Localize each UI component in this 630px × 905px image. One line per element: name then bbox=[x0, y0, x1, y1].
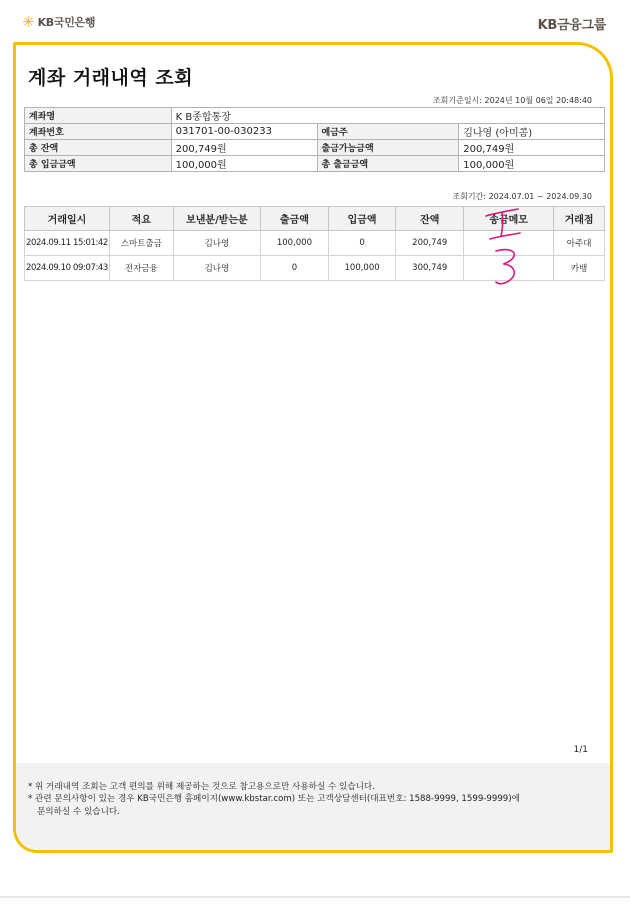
account-number-value: 031701-00-030233 bbox=[171, 124, 317, 140]
column-header: 출금액 bbox=[261, 207, 329, 231]
bank-logo-text: KB국민은행 bbox=[37, 16, 96, 29]
total-deposit-value: 100,000원 bbox=[171, 156, 317, 172]
column-header: 보낸분/받는분 bbox=[173, 207, 260, 231]
cell-withdrawal: 0 bbox=[261, 256, 329, 281]
account-row bbox=[25, 140, 605, 156]
cell-branch: 카뱅 bbox=[554, 256, 605, 281]
column-header: 송금메모 bbox=[464, 207, 554, 231]
kb-star-icon: ✳ bbox=[22, 12, 35, 31]
column-header: 입금액 bbox=[328, 207, 396, 231]
total-withdrawal-label: 총 출금금액 bbox=[317, 156, 459, 172]
cell-balance: 200,749 bbox=[396, 231, 464, 256]
query-time-label: 조회기준일시: bbox=[432, 96, 482, 105]
footer-note: 문의하실 수 있습니다. bbox=[37, 806, 120, 817]
kb-bank-logo bbox=[22, 14, 95, 30]
page-number: 1/1 bbox=[573, 745, 588, 755]
document-frame bbox=[13, 42, 613, 853]
column-header: 적요 bbox=[109, 207, 173, 231]
total-balance-label: 총 잔액 bbox=[25, 140, 172, 156]
cell-party: 김나영 bbox=[173, 256, 260, 281]
period-value: 2024.07.01 ~ 2024.09.30 bbox=[488, 192, 592, 201]
query-timestamp bbox=[433, 95, 592, 106]
account-number-label: 계좌번호 bbox=[25, 124, 172, 140]
column-header: 거래점 bbox=[554, 207, 605, 231]
kb-group-logo: KB금융그룹 bbox=[537, 18, 606, 33]
account-row bbox=[25, 124, 605, 140]
cell-withdrawal: 100,000 bbox=[261, 231, 329, 256]
footer-note: * 위 거래내역 조회는 고객 편의를 위해 제공하는 것으로 참고용으로만 사용하실 수 있습니다. bbox=[28, 782, 375, 792]
period-label: 조회기간: bbox=[452, 192, 487, 201]
account-row bbox=[25, 156, 605, 172]
account-name-value: K B종합통장 bbox=[171, 108, 604, 124]
cell-deposit: 100,000 bbox=[328, 256, 396, 281]
handwritten-mark-2 bbox=[496, 250, 514, 284]
total-balance-value: 200,749원 bbox=[171, 140, 317, 156]
handwritten-mark-1 bbox=[486, 209, 520, 239]
available-amount-label: 출금가능금액 bbox=[317, 140, 459, 156]
column-header: 잔액 bbox=[396, 207, 464, 231]
footer-notes bbox=[16, 763, 610, 853]
cell-datetime: 2024.09.11 15:01:42 bbox=[25, 231, 110, 256]
handwritten-annotation bbox=[470, 198, 530, 294]
footer-note: * 관련 문의사항이 있는 경우 KB국민은행 홈페이지(www.kbstar.com) 또는 고객상담센터(대표번호: 1588-9999, 1599-9999)에 bbox=[28, 794, 520, 805]
cell-party: 김나영 bbox=[173, 231, 260, 256]
cell-branch: 아주대 bbox=[554, 231, 605, 256]
page-title: 계좌 거래내역 조회 bbox=[28, 67, 194, 89]
account-info-table bbox=[24, 107, 605, 172]
available-amount-value: 200,749원 bbox=[459, 140, 605, 156]
cell-summary: 스마트출금 bbox=[109, 231, 173, 256]
total-deposit-label: 총 입금금액 bbox=[25, 156, 172, 172]
page-bottom-divider bbox=[0, 896, 630, 898]
cell-deposit: 0 bbox=[328, 231, 396, 256]
account-holder-label: 예금주 bbox=[317, 124, 459, 140]
account-row bbox=[25, 108, 605, 124]
account-holder-value: 김나영 (아미콤) bbox=[459, 124, 605, 140]
column-header: 거래일시 bbox=[25, 207, 110, 231]
total-withdrawal-value: 100,000원 bbox=[459, 156, 605, 172]
query-time-value: 2024년 10월 06일 20:48:40 bbox=[484, 96, 592, 105]
cell-datetime: 2024.09.10 09:07:43 bbox=[25, 256, 110, 281]
cell-balance: 300,749 bbox=[396, 256, 464, 281]
cell-summary: 전자금융 bbox=[109, 256, 173, 281]
account-name-label: 계좌명 bbox=[25, 108, 172, 124]
